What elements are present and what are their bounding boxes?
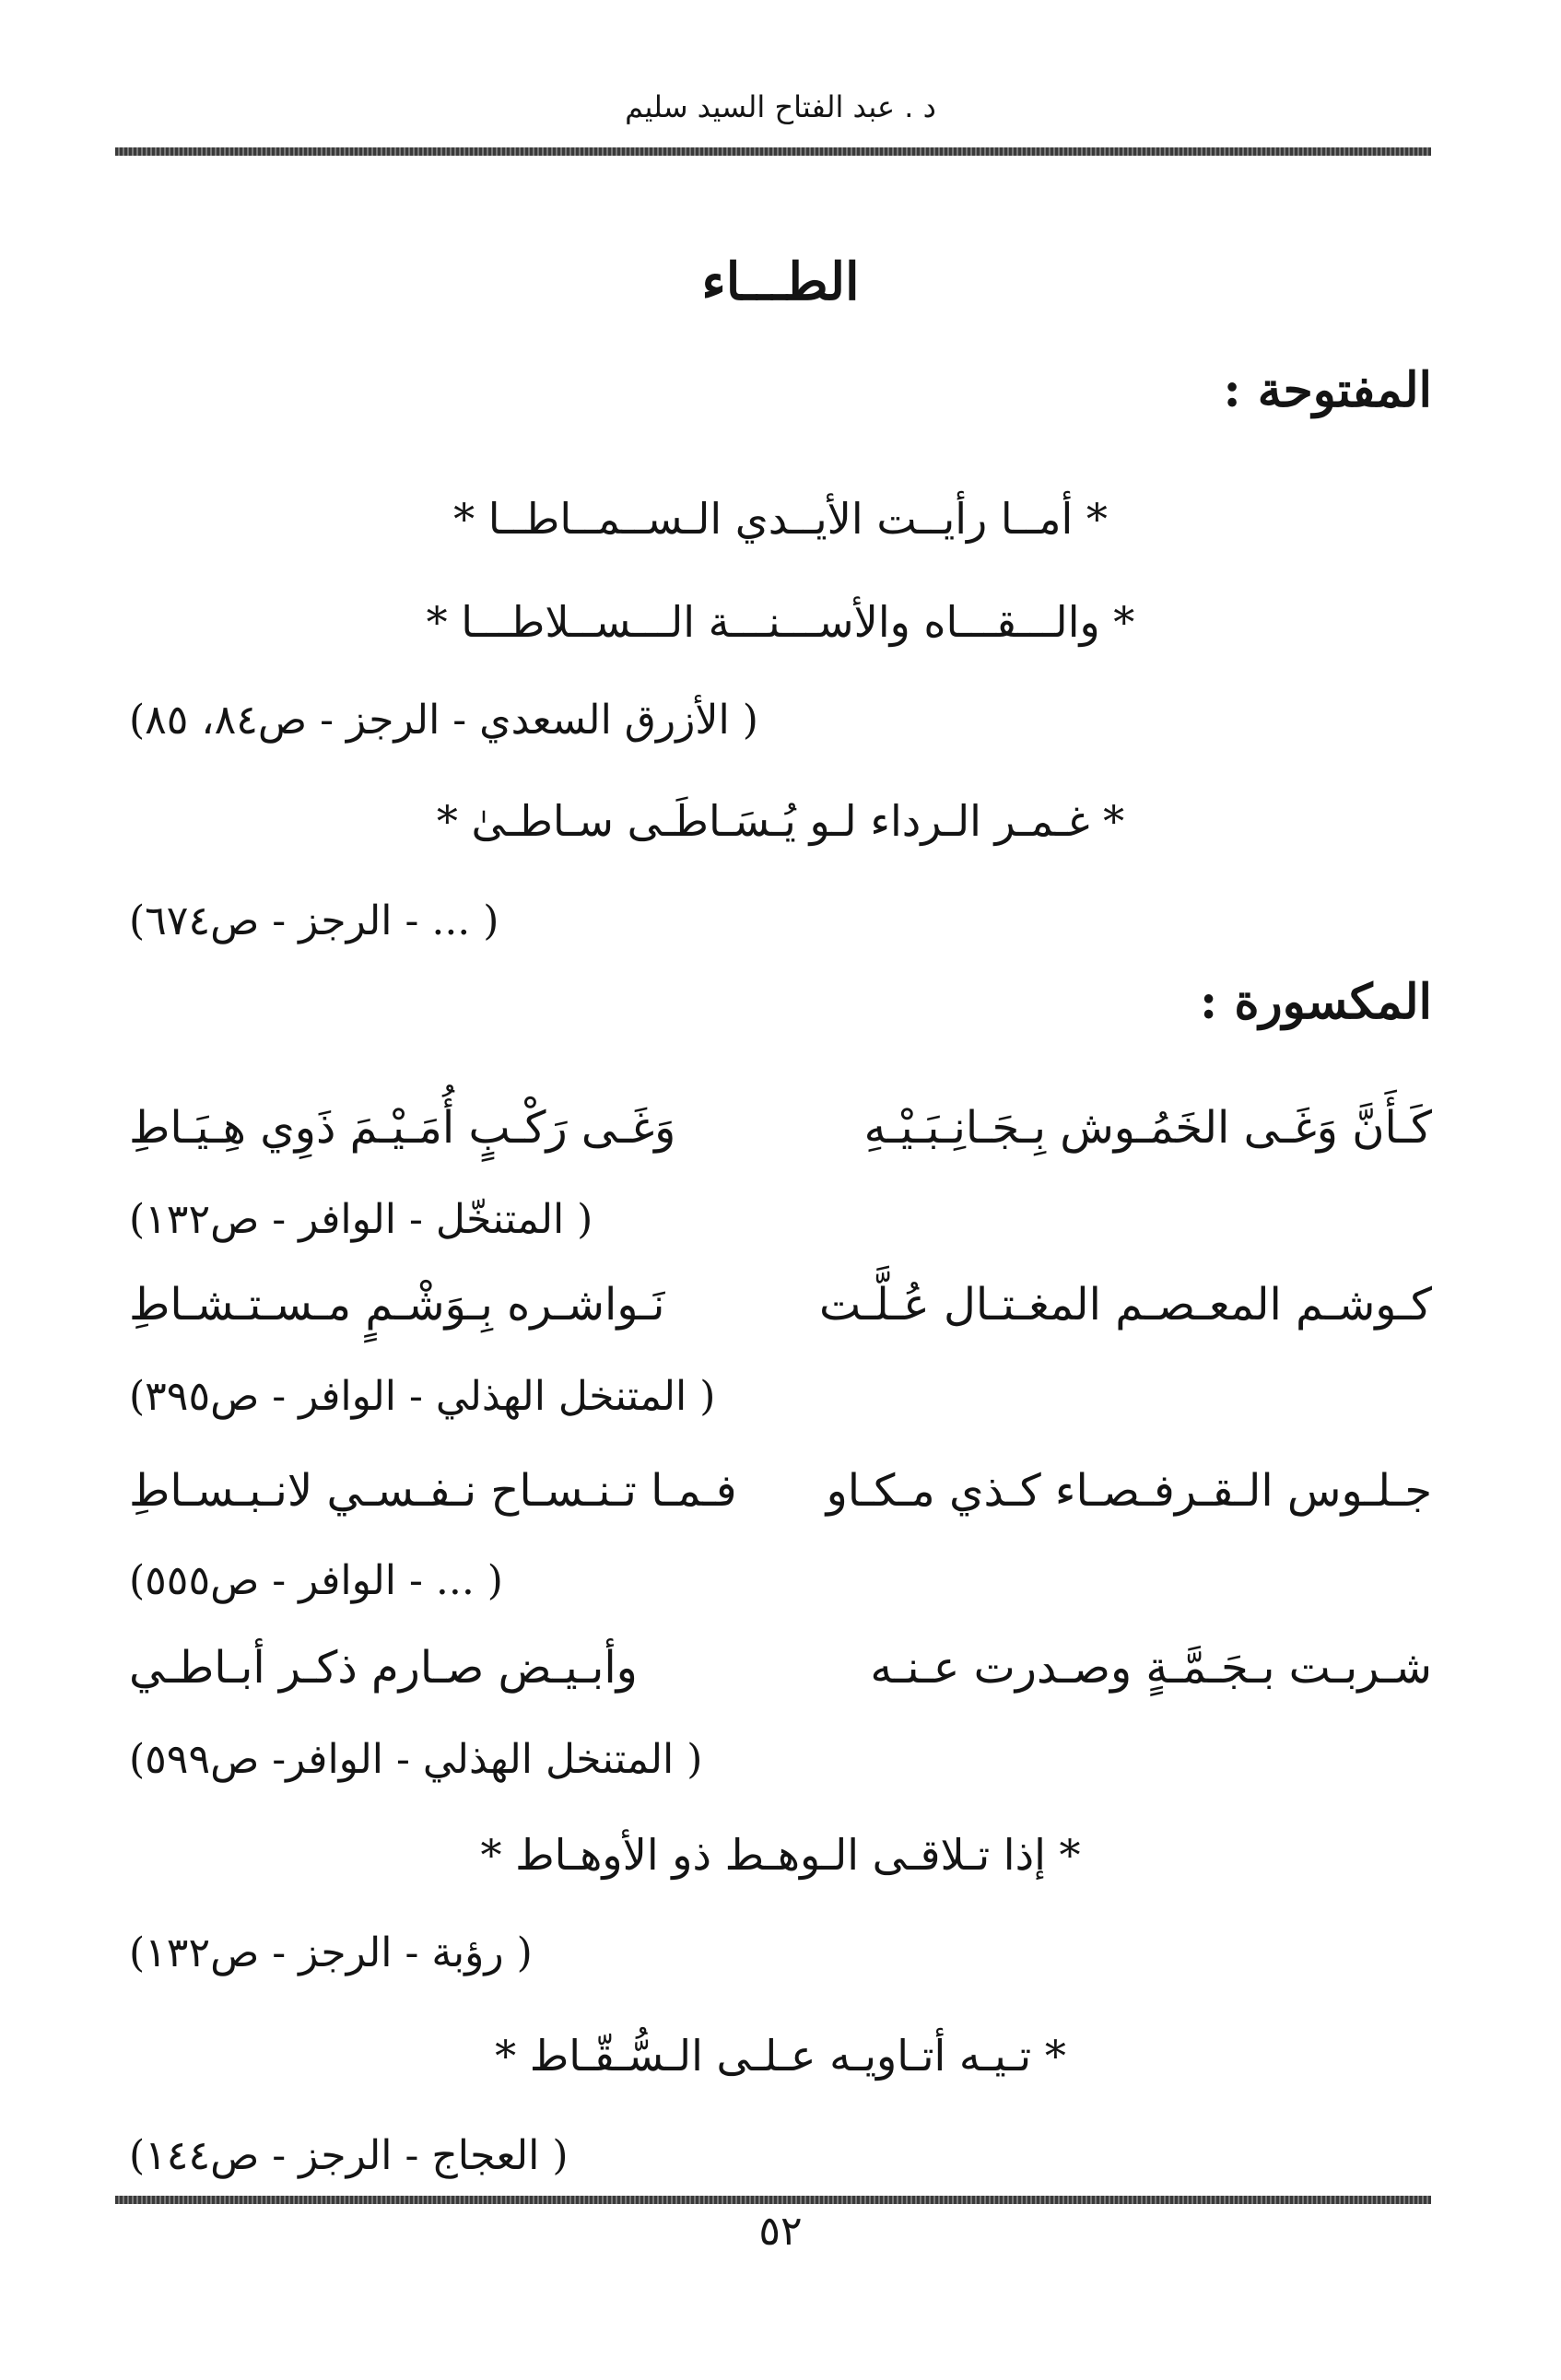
verse-line: * أمــا رأيــت الأيــدي الـســمــاطــا * [453,494,1108,544]
section-title: الطـــاء [701,252,860,312]
citation: ( المتنخّل - الوافر - ص١٣٢) [129,1196,593,1243]
verse-line: * إذا تـلاقـى الـوهـط ذو الأوهـاط * [480,1830,1081,1880]
citation: ( المتنخل الهذلي - الوافر- ص٥٩٩) [129,1736,703,1783]
citation: ( العجاج - الرجز - ص١٤٤) [129,2132,569,2179]
hemistich-left: فـمـا تـنـسـاح نـفـسـي لانـبـسـاطِ [129,1465,737,1517]
hemistich-right: شـربـت بـجَـمَّـةٍ وصـدرت عـنـه [870,1642,1432,1694]
verse-line: * والـــقـــاه والأســـنـــة الـــســلاطـــا * [426,597,1135,647]
hemistich-right: كـوشـم المعـصـم المغـتـال عُـلَّـت [818,1279,1432,1331]
page-number: ٥٢ [758,2208,803,2255]
citation: ( المتنخل الهذلي - الوافر - ص٣٩٥) [129,1373,716,1420]
footer-rule [115,2196,1431,2204]
hemistich-left: نَـواشـره بِـوَشْـمٍ مـسـتـشـاطِ [129,1279,665,1331]
verse-line: * غـمـر الـرداء لـو يُـسَـاطَـى سـاطـىٰ * [436,796,1125,846]
citation: ( ... - الرجز - ص٦٧٤) [129,897,499,944]
citation: ( الأزرق السعدي - الرجز - ص٨٤، ٨٥) [129,697,758,744]
subsection-maftuha: المفتوحة : [1223,362,1432,418]
hemistich-left: وأبـيـض صـارم ذكـر أبـاطـي [129,1642,638,1694]
citation: ( رؤبة - الرجز - ص١٣٢) [129,1929,533,1976]
hemistich-right: جـلـوس الـقـرفـصـاء كـذي مـكـاو [826,1465,1432,1517]
subsection-maksura: المكسورة : [1200,974,1432,1030]
header-rule [115,147,1431,156]
hemistich-right: كَـأَنَّ وَغَـى الخَمُـوش بِـجَـانِـبَـيْـهِ [863,1102,1432,1154]
running-header: د . عبد الفتاح السيد سليم [625,89,936,124]
hemistich-left: وَغَـى رَكْـبٍ أُمَـيْـمَ ذَوِي هِـيَـاطِ [129,1102,676,1154]
citation: ( ... - الوافر - ص٥٥٥) [129,1557,503,1604]
verse-line: * تـيـه أتـاويـه عـلـى الـسُّـقّـاط * [495,2031,1066,2081]
